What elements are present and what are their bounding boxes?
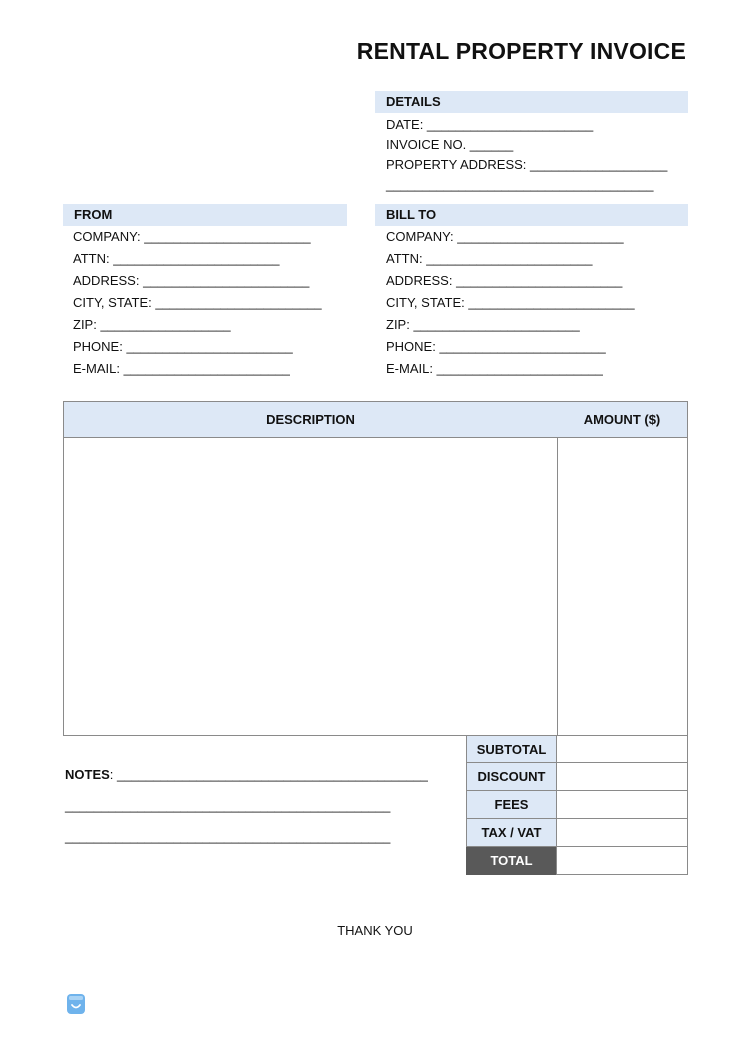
subtotal-value[interactable] xyxy=(556,735,688,763)
bill-to-section xyxy=(375,204,688,380)
subtotal-row xyxy=(466,735,688,763)
notes-line-1-blank: : ___________________________________________ xyxy=(109,767,428,782)
page-title: RENTAL PROPERTY INVOICE xyxy=(356,38,686,64)
total-value[interactable] xyxy=(556,847,688,875)
discount-row xyxy=(466,763,688,791)
fees-row xyxy=(466,791,688,819)
notes-section xyxy=(65,759,445,852)
description-cell[interactable] xyxy=(64,437,557,735)
from-phone-field[interactable]: PHONE: _______________________ xyxy=(73,339,293,354)
property-address-field[interactable]: PROPERTY ADDRESS: ___________________ xyxy=(386,157,668,172)
discount-label: DISCOUNT xyxy=(466,763,556,791)
from-address-field[interactable]: ADDRESS: _______________________ xyxy=(73,273,310,288)
amount-cell[interactable] xyxy=(558,437,687,735)
tax-value[interactable] xyxy=(556,819,688,847)
notes-line-3[interactable]: _____________________________________________ xyxy=(65,829,391,844)
subtotal-label: SUBTOTAL xyxy=(466,735,556,763)
from-section xyxy=(63,204,347,380)
from-company-field[interactable]: COMPANY: _______________________ xyxy=(73,229,311,244)
description-header: DESCRIPTION xyxy=(266,412,355,427)
from-email-field[interactable]: E-MAIL: _______________________ xyxy=(73,361,290,376)
bill-to-company-field[interactable]: COMPANY: _______________________ xyxy=(386,229,624,244)
fees-label: FEES xyxy=(466,791,556,819)
from-city-state-field[interactable]: CITY, STATE: _______________________ xyxy=(73,295,322,310)
tax-label: TAX / VAT xyxy=(466,819,556,847)
notes-label: NOTES xyxy=(65,767,110,782)
total-label: TOTAL xyxy=(466,847,556,875)
bill-to-attn-field[interactable]: ATTN: _______________________ xyxy=(386,251,593,266)
from-attn-field[interactable]: ATTN: _______________________ xyxy=(73,251,280,266)
notes-line-2[interactable]: _____________________________________________ xyxy=(65,798,391,813)
fees-value[interactable] xyxy=(556,791,688,819)
bill-to-city-state-field[interactable]: CITY, STATE: _______________________ xyxy=(386,295,635,310)
details-section xyxy=(375,91,688,195)
date-field[interactable]: DATE: _______________________ xyxy=(386,117,594,132)
bill-to-email-field[interactable]: E-MAIL: _______________________ xyxy=(386,361,603,376)
details-heading: DETAILS xyxy=(375,91,688,113)
tax-row xyxy=(466,819,688,847)
totals-block xyxy=(466,735,688,875)
amount-header: AMOUNT ($) xyxy=(583,412,661,427)
bill-to-heading: BILL TO xyxy=(375,204,688,226)
discount-value[interactable] xyxy=(556,763,688,791)
property-address-line2[interactable]: _____________________________________ xyxy=(386,177,654,192)
brand-logo-icon xyxy=(66,993,86,1015)
table-header xyxy=(64,402,687,438)
from-zip-field[interactable]: ZIP: __________________ xyxy=(73,317,231,332)
total-row xyxy=(466,847,688,875)
bill-to-phone-field[interactable]: PHONE: _______________________ xyxy=(386,339,606,354)
bill-to-zip-field[interactable]: ZIP: _______________________ xyxy=(386,317,580,332)
from-heading: FROM xyxy=(63,204,347,226)
items-table xyxy=(63,401,688,736)
thank-you-text: THANK YOU xyxy=(337,923,413,938)
invoice-number-field[interactable]: INVOICE NO. ______ xyxy=(386,137,514,152)
bill-to-address-field[interactable]: ADDRESS: _______________________ xyxy=(386,273,623,288)
notes-line-1[interactable] xyxy=(65,759,445,790)
